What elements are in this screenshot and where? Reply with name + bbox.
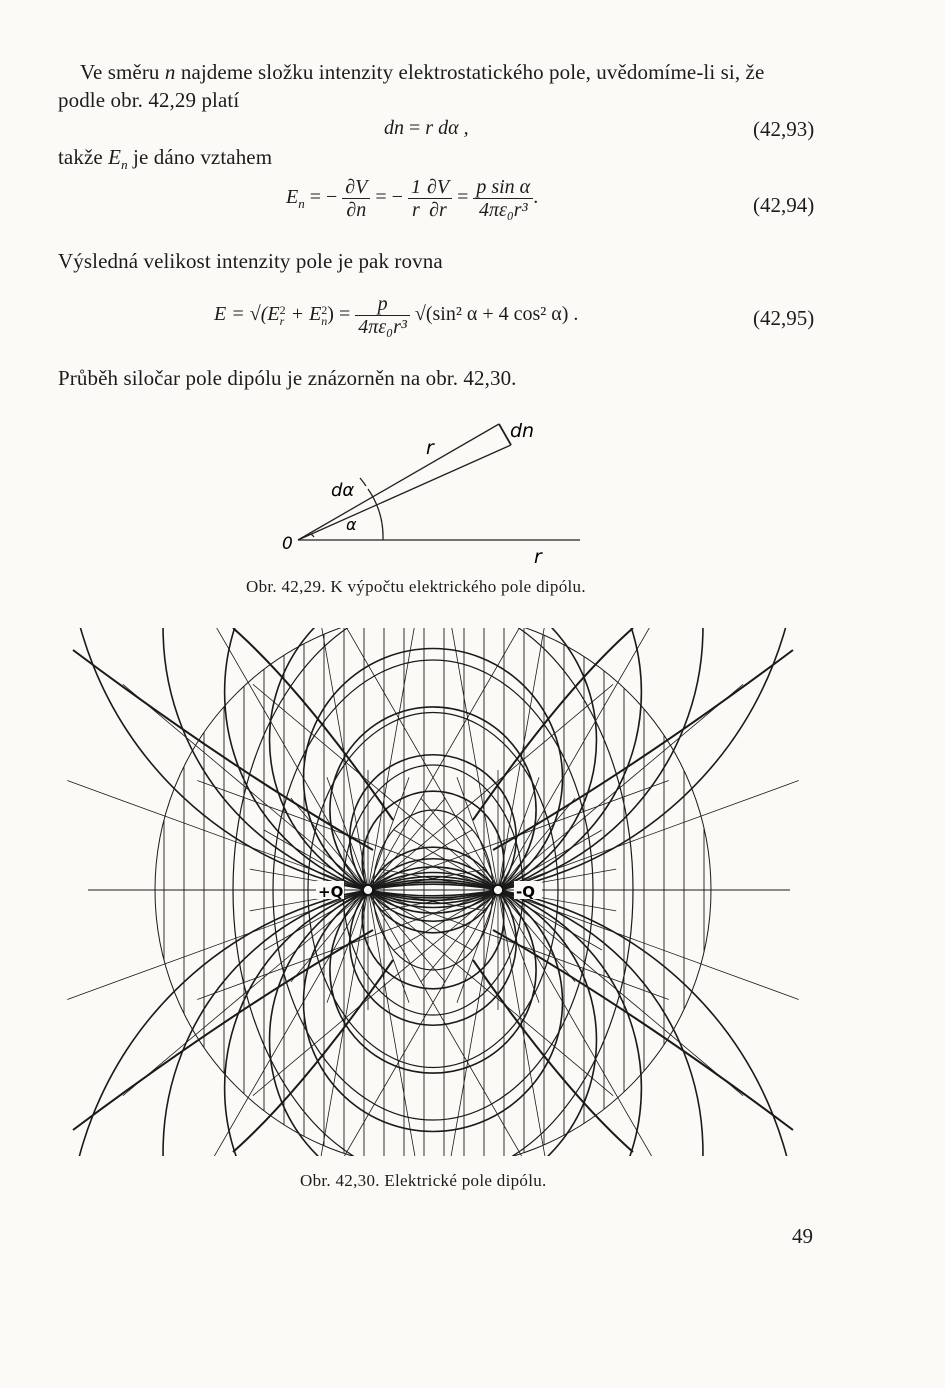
equation-42-95: E = √(E 2 r + E 2 n ) = $\frac{p}{\text{4πε₀r³}}$ √(sin² α + 4 cos² α) . bbox=[214, 293, 579, 338]
field-line bbox=[270, 628, 597, 903]
label-origin: 0 bbox=[282, 534, 293, 554]
label-dalpha: dα bbox=[331, 480, 355, 501]
radial-construction-line bbox=[498, 781, 799, 890]
figure-42-30-dipole-field bbox=[60, 628, 820, 1156]
equation-42-94: $E_n$ = − $\frac{\partial V}{\partial n}$ = − $\frac{1}{r}$ $\frac{\partial V}{\partial r}$ = $\frac{\text{p sin α}}{\text{4πε₀r³}}$ . bbox=[286, 176, 539, 221]
label-dn: dn bbox=[510, 420, 535, 442]
alpha-arc bbox=[368, 489, 383, 540]
radial-construction-line bbox=[338, 890, 498, 1156]
equation-number-42-95: (42,95) bbox=[753, 306, 815, 330]
ray-lower bbox=[298, 445, 511, 540]
outer-field-curve bbox=[473, 628, 633, 820]
positive-charge-marker bbox=[363, 885, 373, 895]
equation-number-42-93: (42,93) bbox=[753, 117, 815, 141]
dalpha-arc bbox=[360, 478, 366, 486]
paragraph-intro: Ve směru n najdeme složku intenzity elektrostatického pole, uvědomíme-li si, že podle obr. 42,29 platí bbox=[58, 60, 765, 112]
label-alpha: α bbox=[346, 515, 357, 534]
paragraph-vysledna: Výsledná velikost intenzity pole je pak rovna bbox=[58, 249, 443, 273]
label-minus-q: -Q bbox=[516, 883, 535, 901]
figure-42-29-caption: Obr. 42,29. K výpočtu elektrického pole dipólu. bbox=[246, 577, 586, 596]
radial-construction-line bbox=[67, 890, 368, 999]
radial-construction-line bbox=[498, 890, 799, 999]
field-line bbox=[67, 884, 799, 1156]
page-number: 49 bbox=[792, 1224, 813, 1248]
label-plus-q: +Q bbox=[318, 883, 344, 901]
radial-construction-line bbox=[67, 781, 368, 890]
paragraph-takze: takže $E_n$ je dáno vztahem bbox=[58, 145, 273, 173]
figure-42-29-diagram bbox=[270, 408, 600, 568]
outer-field-curve bbox=[473, 960, 633, 1152]
equation-number-42-94: (42,94) bbox=[753, 193, 815, 217]
outer-field-curve bbox=[233, 960, 393, 1152]
ray-upper bbox=[298, 424, 499, 540]
paragraph-prubeh: Průběh siločar pole dipólu je znázorněn na obr. 42,30. bbox=[58, 366, 517, 390]
equation-42-93: dn = r dα , bbox=[384, 117, 469, 139]
figure-42-30-caption: Obr. 42,30. Elektrické pole dipólu. bbox=[300, 1171, 547, 1190]
negative-charge-marker bbox=[493, 885, 503, 895]
label-r-lower: r bbox=[534, 546, 542, 568]
label-r-upper: r bbox=[426, 437, 434, 459]
field-line bbox=[67, 628, 799, 896]
outer-field-curve bbox=[233, 628, 393, 820]
